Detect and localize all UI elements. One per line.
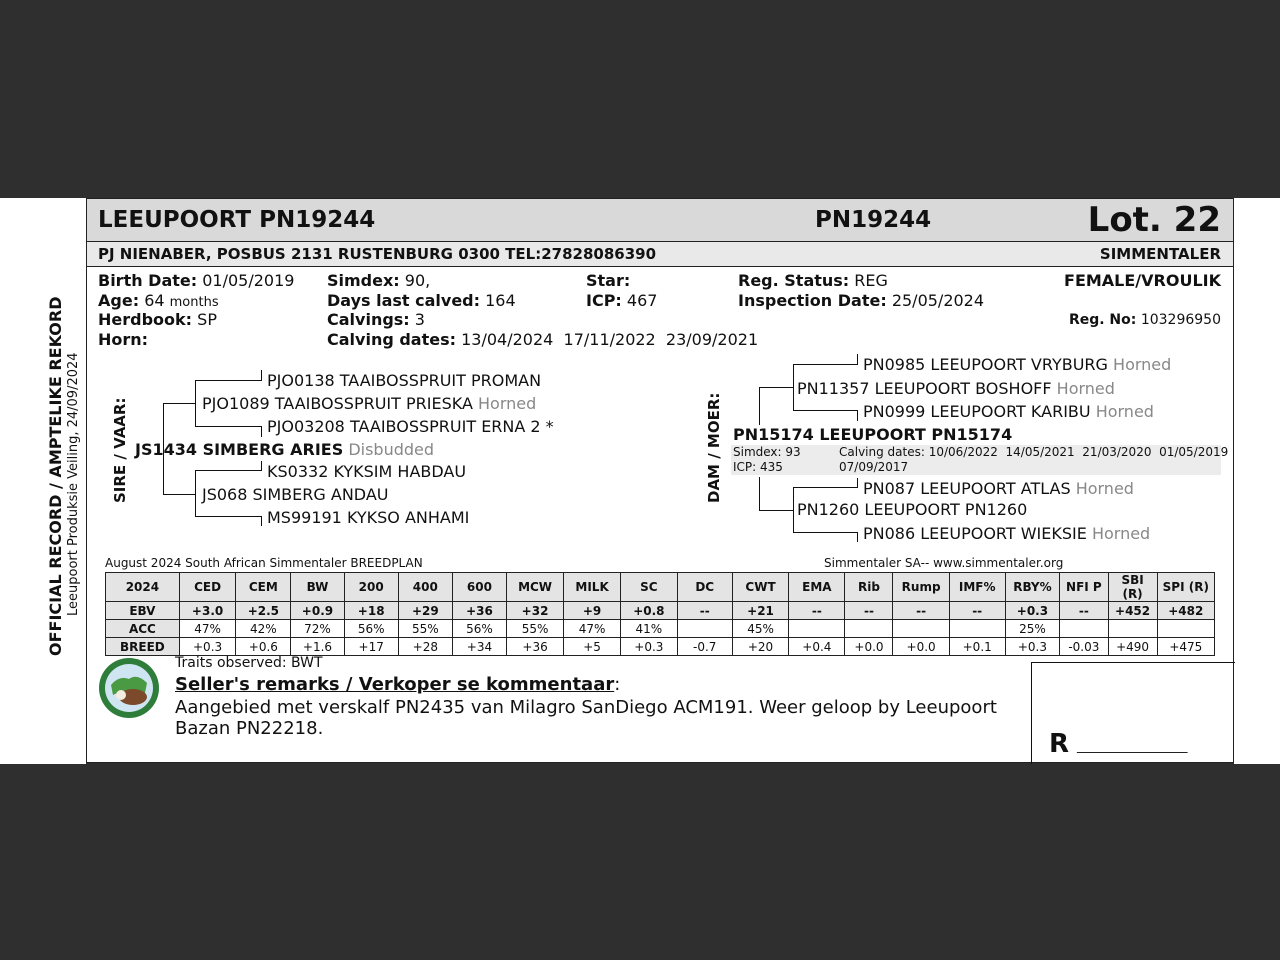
sire: JS1434 SIMBERG ARIES Disbudded bbox=[135, 440, 435, 459]
animal-id: PN19244 bbox=[815, 207, 932, 233]
sire-dam: JS068 SIMBERG ANDAU bbox=[202, 485, 389, 504]
dam-sire-dam: PN0999 LEEUPOORT KARIBU Horned bbox=[863, 402, 1154, 421]
table-cell: +32 bbox=[507, 602, 564, 620]
table-cell: +3.0 bbox=[179, 602, 236, 620]
remarks-title: Seller's remarks / Verkoper se kommentaar: bbox=[175, 674, 621, 695]
table-cell: +36 bbox=[507, 638, 564, 656]
row-label: EBV bbox=[106, 602, 180, 620]
dam-dam: PN1260 LEEUPOORT PN1260 bbox=[797, 500, 1028, 519]
table-cell: SC bbox=[621, 573, 678, 602]
dam: PN15174 LEEUPOORT PN15174 bbox=[733, 425, 1013, 444]
table-cell bbox=[949, 620, 1005, 638]
table-cell: -- bbox=[789, 602, 845, 620]
table-cell: MCW bbox=[507, 573, 564, 602]
table-cell: 55% bbox=[398, 620, 452, 638]
table-cell bbox=[893, 620, 949, 638]
table-cell: 25% bbox=[1005, 620, 1060, 638]
table-cell: +0.3 bbox=[1005, 602, 1060, 620]
website-caption: Simmentaler SA-- www.simmentaler.org bbox=[824, 556, 1064, 570]
table-cell: -- bbox=[1060, 602, 1108, 620]
sale-name-label: Leeupoort Produksie Veiling, 24/09/2024 bbox=[66, 352, 81, 616]
horn-label: Horn: bbox=[98, 330, 149, 349]
table-cell: 56% bbox=[344, 620, 398, 638]
animal-name: LEEUPOORT PN19244 bbox=[98, 207, 376, 233]
table-cell: MILK bbox=[564, 573, 621, 602]
table-cell: +482 bbox=[1157, 602, 1214, 620]
table-cell: +18 bbox=[344, 602, 398, 620]
sex: FEMALE/VROULIK bbox=[1064, 271, 1221, 290]
table-cell: +0.3 bbox=[621, 638, 678, 656]
table-cell: +0.0 bbox=[845, 638, 893, 656]
ebv-table bbox=[105, 572, 1215, 656]
table-cell: -- bbox=[893, 602, 949, 620]
table-cell: -- bbox=[677, 602, 732, 620]
breed-name: SIMMENTALER bbox=[1099, 245, 1221, 263]
table-cell: +5 bbox=[564, 638, 621, 656]
price-line: _________________ bbox=[1077, 739, 1188, 754]
birth-date: Birth Date: 01/05/2019 bbox=[98, 271, 295, 290]
table-cell: 41% bbox=[621, 620, 678, 638]
table-cell: 56% bbox=[452, 620, 506, 638]
sire-sire: PJO1089 TAAIBOSSPRUIT PRIESKA Horned bbox=[202, 394, 537, 413]
header-bar bbox=[87, 199, 1233, 242]
table-cell: -0.03 bbox=[1060, 638, 1108, 656]
table-cell: +9 bbox=[564, 602, 621, 620]
row-label: BREED bbox=[106, 638, 180, 656]
table-cell: Rump bbox=[893, 573, 949, 602]
table-cell: CED bbox=[179, 573, 236, 602]
table-cell: 45% bbox=[732, 620, 788, 638]
table-cell: +490 bbox=[1108, 638, 1157, 656]
table-cell: +452 bbox=[1108, 602, 1157, 620]
table-cell: DC bbox=[677, 573, 732, 602]
table-cell: +0.1 bbox=[949, 638, 1005, 656]
days-last-calved: Days last calved: 164 bbox=[327, 291, 516, 310]
age: Age: 64 months bbox=[98, 291, 219, 310]
dam-calving-dates: Calving dates: 10/06/2022 14/05/2021 21/03/2020 01/05/2019 bbox=[839, 445, 1229, 459]
table-cell: +0.3 bbox=[1005, 638, 1060, 656]
table-cell: 55% bbox=[507, 620, 564, 638]
calvings: Calvings: 3 bbox=[327, 310, 425, 329]
table-cell bbox=[677, 620, 732, 638]
breed-row bbox=[106, 638, 1215, 656]
table-cell bbox=[1157, 620, 1214, 638]
table-cell: +20 bbox=[732, 638, 788, 656]
table-cell: 400 bbox=[398, 573, 452, 602]
lot-card bbox=[86, 198, 1234, 763]
table-cell: +0.0 bbox=[893, 638, 949, 656]
table-cell: CEM bbox=[236, 573, 291, 602]
society-logo bbox=[97, 657, 161, 723]
table-cell: +0.9 bbox=[291, 602, 344, 620]
table-cell: 600 bbox=[452, 573, 506, 602]
table-cell: +475 bbox=[1157, 638, 1214, 656]
row-label: ACC bbox=[106, 620, 180, 638]
table-header-row bbox=[106, 573, 1215, 602]
table-cell: SBI (R) bbox=[1108, 573, 1157, 602]
lot-number: Lot. 22 bbox=[1087, 200, 1221, 240]
dam-calving-dates-cont: 07/09/2017 bbox=[839, 460, 909, 474]
icp: ICP: 467 bbox=[586, 291, 658, 310]
dam-label: DAM / MOER: bbox=[705, 392, 723, 503]
table-cell: +17 bbox=[344, 638, 398, 656]
sire-dam-sire: KS0332 KYKSIM HABDAU bbox=[267, 462, 467, 481]
sire-sire-sire: PJO0138 TAAIBOSSPRUIT PROMAN bbox=[267, 371, 542, 390]
dam-sire-sire: PN0985 LEEUPOORT VRYBURG Horned bbox=[863, 355, 1172, 374]
table-cell: -- bbox=[845, 602, 893, 620]
dam-dam-dam: PN086 LEEUPOORT WIEKSIE Horned bbox=[863, 524, 1151, 543]
remarks-line-2: Bazan PN22218. bbox=[175, 718, 324, 739]
table-cell: EMA bbox=[789, 573, 845, 602]
dam-simdex: Simdex: 93 bbox=[733, 445, 801, 459]
traits-observed: Traits observed: BWT bbox=[175, 655, 323, 671]
owner-bar bbox=[87, 242, 1233, 267]
table-cell: +0.4 bbox=[789, 638, 845, 656]
table-cell: +2.5 bbox=[236, 602, 291, 620]
table-cell: 72% bbox=[291, 620, 344, 638]
table-cell: +0.3 bbox=[179, 638, 236, 656]
table-cell: Rib bbox=[845, 573, 893, 602]
table-cell: 47% bbox=[564, 620, 621, 638]
dam-dam-sire: PN087 LEEUPOORT ATLAS Horned bbox=[863, 479, 1134, 498]
table-cell: +34 bbox=[452, 638, 506, 656]
sire-sire-dam: PJO03208 TAAIBOSSPRUIT ERNA 2 * bbox=[267, 417, 554, 436]
table-cell bbox=[789, 620, 845, 638]
table-cell: 42% bbox=[236, 620, 291, 638]
table-cell: +36 bbox=[452, 602, 506, 620]
row-label: 2024 bbox=[106, 573, 180, 602]
star-label: Star: bbox=[586, 271, 631, 290]
owner-details: PJ NIENABER, POSBUS 2131 RUSTENBURG 0300 TEL:27828086390 bbox=[98, 245, 657, 263]
table-cell: +21 bbox=[732, 602, 788, 620]
calving-dates: Calving dates: 13/04/2024 17/11/2022 23/09/2021 bbox=[327, 330, 759, 349]
dam-icp: ICP: 435 bbox=[733, 460, 783, 474]
table-cell: +29 bbox=[398, 602, 452, 620]
reg-status: Reg. Status: REG bbox=[738, 271, 888, 290]
table-cell: IMF% bbox=[949, 573, 1005, 602]
table-cell: 200 bbox=[344, 573, 398, 602]
table-cell: +0.6 bbox=[236, 638, 291, 656]
official-record-label: OFFICIAL RECORD / AMPTELIKE REKORD bbox=[46, 296, 65, 656]
table-cell: -- bbox=[949, 602, 1005, 620]
table-cell: +28 bbox=[398, 638, 452, 656]
ebv-row bbox=[106, 602, 1215, 620]
dam-sire: PN11357 LEEUPOORT BOSHOFF Horned bbox=[797, 379, 1115, 398]
table-cell bbox=[1108, 620, 1157, 638]
table-cell bbox=[1060, 620, 1108, 638]
table-cell: CWT bbox=[732, 573, 788, 602]
simdex: Simdex: 90, bbox=[327, 271, 431, 290]
table-cell: +0.8 bbox=[621, 602, 678, 620]
inspection-date: Inspection Date: 25/05/2024 bbox=[738, 291, 985, 310]
herdbook: Herdbook: SP bbox=[98, 310, 217, 329]
price-symbol: R bbox=[1049, 729, 1070, 759]
table-cell bbox=[845, 620, 893, 638]
table-cell: NFI P bbox=[1060, 573, 1108, 602]
reg-no: Reg. No: 103296950 bbox=[1068, 312, 1221, 328]
acc-row bbox=[106, 620, 1215, 638]
table-cell: 47% bbox=[179, 620, 236, 638]
table-cell: BW bbox=[291, 573, 344, 602]
right-margin bbox=[1234, 198, 1280, 764]
remarks-line-1: Aangebied met verskalf PN2435 van Milagro SanDiego ACM191. Weer geloop by Leeupoort bbox=[175, 697, 997, 718]
table-cell: +1.6 bbox=[291, 638, 344, 656]
table-cell: SPI (R) bbox=[1157, 573, 1214, 602]
table-cell: RBY% bbox=[1005, 573, 1060, 602]
sire-dam-dam: MS99191 KYKSO ANHAMI bbox=[267, 508, 470, 527]
table-cell: -0.7 bbox=[677, 638, 732, 656]
breedplan-caption: August 2024 South African Simmentaler BREEDPLAN bbox=[105, 556, 423, 570]
sire-label: SIRE / VAAR: bbox=[111, 397, 129, 503]
